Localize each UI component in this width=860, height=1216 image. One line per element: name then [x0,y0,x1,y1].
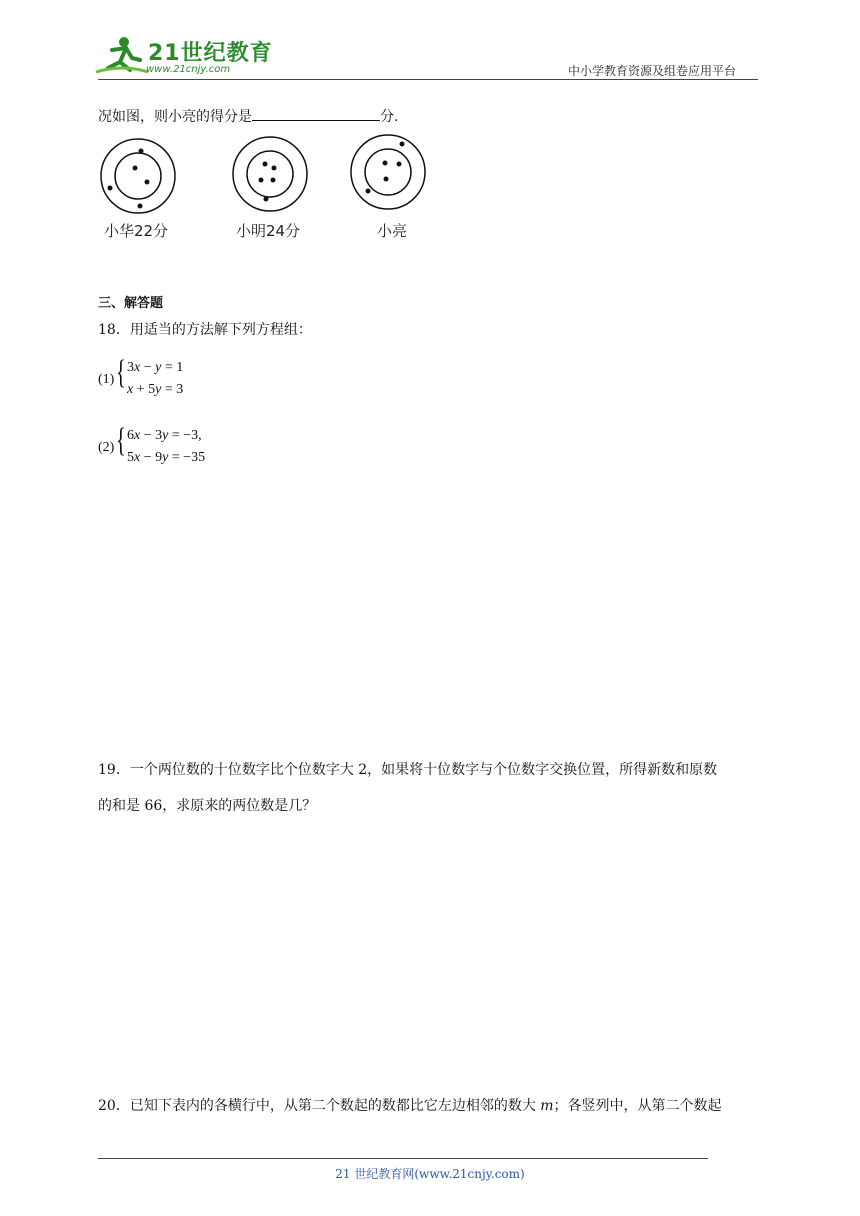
q20-line1: 20．已知下表内的各横行中，从第二个数起的数都比它左边相邻的数大 m；各竖列中，从第二个数起 [98,1098,722,1114]
brand-url: www.21cnjy.com [146,64,231,75]
target-label-xiaoliang: 小亮 [376,222,407,240]
q18-part2-eq2: 5x − 9y = −35 [127,450,206,465]
header-slogan: 中小学教育资源及组卷应用平台 [568,64,737,78]
footer-link[interactable]: 21 世纪教育网(www.21cnjy.com) [335,1167,525,1181]
target-label-xiaoming: 小明24分 [235,222,301,240]
q17-prefix: 况如图，则小亮的得分是 [98,109,252,125]
target-xiaoliang [348,132,428,212]
q18-part2-brace: { [116,422,126,459]
q18-part2-eq1: 6x − 3y = −3, [127,428,202,443]
q17-answer-line [98,106,398,127]
q18-part1-eq1: 3x − y = 1 [127,360,184,375]
q19-line1: 19．一个两位数的十位数字比个位数字大 2，如果将十位数字与个位数字交换位置，所得新数和原数 [98,762,718,778]
target-label-xiaohua: 小华22分 [103,222,169,240]
q20-var-m: m [540,1098,554,1114]
footer-divider [98,1158,708,1159]
target-xiaoming [230,134,310,214]
target-xiaohua [98,136,178,216]
brand-name: 21世纪教育 [148,41,273,66]
q17-suffix: 分. [380,109,399,125]
q18-part2-label: (2) [98,440,115,455]
q18-stem: 18．用适当的方法解下列方程组： [98,322,312,338]
q18-part1-label: (1) [98,372,115,387]
q18-part1-eq2: x + 5y = 3 [127,382,184,397]
header-divider [98,79,758,80]
q18-part1-brace: { [116,354,126,391]
section-title: 三、解答题 [98,296,164,311]
q19-line2: 的和是 66，求原来的两位数是几？ [98,798,317,814]
q17-answer-blank[interactable] [252,106,380,121]
